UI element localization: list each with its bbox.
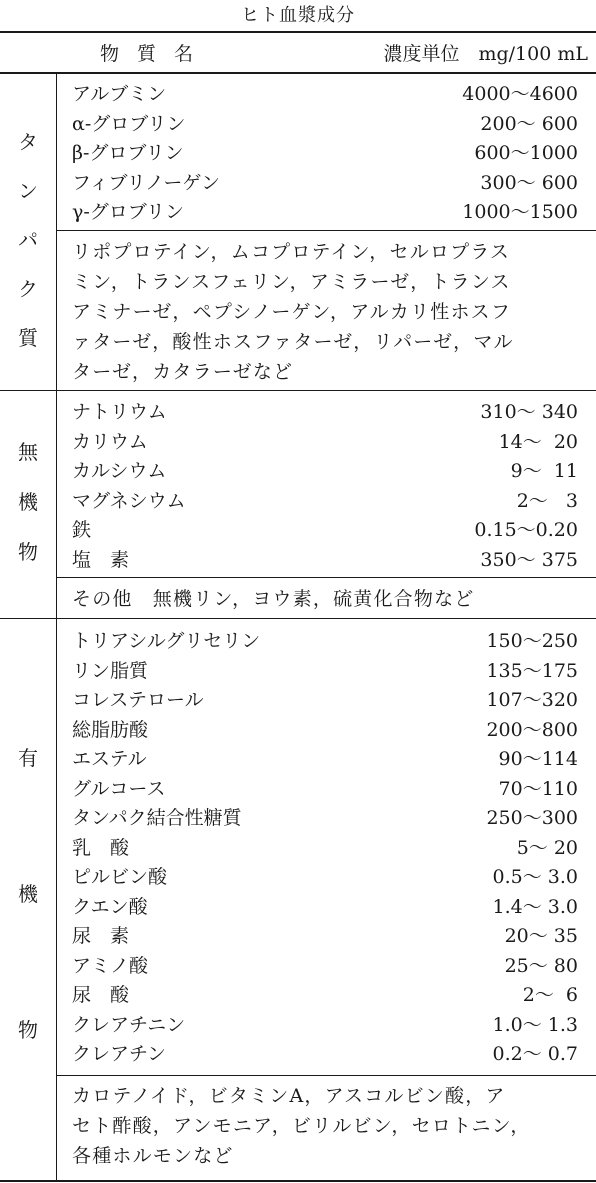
substance-name: エステル: [72, 748, 147, 771]
category-char: 物: [18, 540, 38, 564]
substance-value: 2〜 6: [522, 984, 578, 1007]
table-row: [72, 655, 578, 685]
table-row: [72, 167, 578, 197]
substance-name: 尿 素: [72, 925, 130, 948]
table-row: [72, 455, 578, 485]
substance-value: 1000〜1500: [462, 201, 578, 224]
substance-name: コレステロール: [72, 689, 204, 712]
substance-value: 0.15〜0.20: [474, 519, 578, 542]
substance-name: カリウム: [72, 430, 148, 453]
top-rule: [0, 31, 596, 33]
substance-value: 90〜114: [498, 748, 578, 771]
substance-value: 9〜 11: [510, 460, 578, 483]
category-char: 物: [18, 1018, 38, 1042]
column-header-substance: 物質名: [100, 43, 212, 65]
text-line: リポプロテイン，ムコプロテイン，セルロプラス: [72, 241, 511, 263]
category-char: タ: [18, 130, 38, 154]
substance-name: 鉄: [72, 519, 92, 542]
table-row: [72, 891, 578, 921]
substance-name: 尿 酸: [72, 984, 130, 1007]
substance-value: 25〜 80: [504, 954, 578, 977]
table-row: [72, 196, 578, 226]
substance-value: 300〜 600: [480, 171, 578, 194]
text-line: カロテノイド，ビタミンA，アスコルビン酸，ア: [72, 1085, 506, 1107]
table-row: [72, 861, 578, 891]
substance-value: 14〜 20: [498, 430, 578, 453]
text-line: セト酢酸，アンモニア，ビリルビン，セロトニン，: [72, 1115, 531, 1137]
text-line: その他 無機リン，ヨウ素，硫黄化合物など: [72, 588, 475, 610]
substance-value: 200〜800: [486, 718, 578, 741]
category-char: ン: [18, 179, 38, 203]
substance-name: 乳 酸: [72, 836, 130, 859]
substance-name: トリアシルグリセリン: [72, 630, 261, 653]
substance-value: 150〜250: [486, 630, 578, 653]
table-row: [72, 802, 578, 832]
substance-name: ピルビン酸: [72, 866, 168, 889]
substance-name: クエン酸: [72, 895, 148, 918]
category-char: 機: [18, 882, 38, 906]
text-line: アミナーゼ，ペプシノーゲン，アルカリ性ホスフ: [72, 301, 512, 323]
table-row: [72, 773, 578, 803]
substance-value: 0.2〜 0.7: [492, 1043, 578, 1066]
substance-value: 70〜110: [498, 777, 578, 800]
organic-other-text: [72, 1081, 582, 1171]
table-row: [72, 832, 578, 862]
category-char: ク: [18, 277, 38, 301]
substance-name: β-グロブリン: [72, 142, 184, 165]
table-row: [72, 78, 578, 108]
category-char: パ: [18, 228, 38, 252]
substance-value: 135〜175: [486, 659, 578, 682]
table-row: [72, 714, 578, 744]
protein-rows: [72, 78, 578, 226]
substance-value: 0.5〜 3.0: [492, 866, 578, 889]
category-label-protein: [0, 130, 56, 350]
substance-value: 310〜 340: [480, 401, 578, 424]
table-row: [72, 625, 578, 655]
text-line: ミン，トランスフェリン，アミラーゼ，トランス: [72, 271, 511, 293]
protein-other-text: [72, 237, 582, 387]
substance-name: 塩 素: [72, 548, 130, 571]
inorganic-rows: [72, 396, 578, 573]
table-row: [72, 743, 578, 773]
substance-name: 総脂肪酸: [72, 718, 149, 741]
category-divider-inorganic: [56, 391, 57, 618]
substance-value: 2〜 3: [516, 489, 578, 512]
section-rule: [0, 390, 596, 391]
substance-name: グルコース: [72, 777, 166, 800]
substance-name: アミノ酸: [72, 954, 149, 977]
substance-value: 250〜300: [486, 807, 578, 830]
substance-value: 5〜 20: [516, 836, 578, 859]
substance-value: 1.4〜 3.0: [492, 895, 578, 918]
substance-name: カルシウム: [72, 460, 167, 483]
table-row: [72, 979, 578, 1009]
substance-name: クレアチン: [72, 1043, 167, 1066]
substance-name: α-グロブリン: [72, 112, 186, 135]
category-divider-protein: [56, 74, 57, 390]
table-row: [72, 396, 578, 426]
category-label-organic: [0, 746, 56, 1042]
substance-name: フィブリノーゲン: [72, 171, 221, 194]
text-line: 各種ホルモンなど: [72, 1145, 234, 1167]
substance-name: クレアチニン: [72, 1013, 186, 1036]
substance-name: タンパク結合性糖質: [72, 807, 242, 830]
organic-inner-rule: [57, 1075, 596, 1076]
substance-value: 20〜 35: [504, 925, 578, 948]
substance-value: 200〜 600: [480, 112, 578, 135]
category-divider-organic: [56, 619, 57, 1182]
table-row: [72, 514, 578, 544]
substance-name: アルブミン: [72, 83, 167, 106]
substance-value: 350〜 375: [480, 548, 578, 571]
section-rule: [0, 618, 596, 619]
text-line: ァターゼ，酸性ホスファターゼ，リパーゼ，マル: [72, 331, 514, 353]
table-row: [72, 485, 578, 515]
category-label-inorganic: [0, 440, 56, 564]
table-row: [72, 544, 578, 574]
table-row: [72, 920, 578, 950]
table-row: [72, 108, 578, 138]
substance-name: リン脂質: [72, 659, 149, 682]
category-char: 質: [18, 326, 38, 350]
table-row: [72, 137, 578, 167]
substance-value: 107〜320: [486, 689, 578, 712]
inorganic-inner-rule: [57, 577, 596, 578]
protein-inner-rule: [57, 230, 596, 231]
inorganic-other-text: [72, 584, 582, 614]
substance-name: マグネシウム: [72, 489, 186, 512]
table-row: [72, 950, 578, 980]
substance-name: ナトリウム: [72, 401, 167, 424]
bottom-rule: [0, 1180, 596, 1182]
substance-value: 600〜1000: [474, 142, 578, 165]
organic-rows: [72, 625, 578, 1068]
text-line: ターゼ，カタラーゼなど: [72, 361, 294, 383]
category-char: 有: [18, 746, 38, 770]
column-header-unit: 濃度単位 mg/100 mL: [383, 43, 588, 65]
substance-value: 1.0〜 1.3: [492, 1013, 578, 1036]
table-row: [72, 1009, 578, 1039]
table-row: [72, 426, 578, 456]
header-rule: [0, 72, 596, 74]
category-char: 無: [18, 440, 38, 464]
category-char: 機: [18, 490, 38, 514]
substance-name: γ-グロブリン: [72, 201, 185, 224]
table-row: [72, 684, 578, 714]
table-row: [72, 1038, 578, 1068]
substance-value: 4000〜4600: [462, 83, 578, 106]
table-title: ヒト血漿成分: [241, 5, 355, 26]
